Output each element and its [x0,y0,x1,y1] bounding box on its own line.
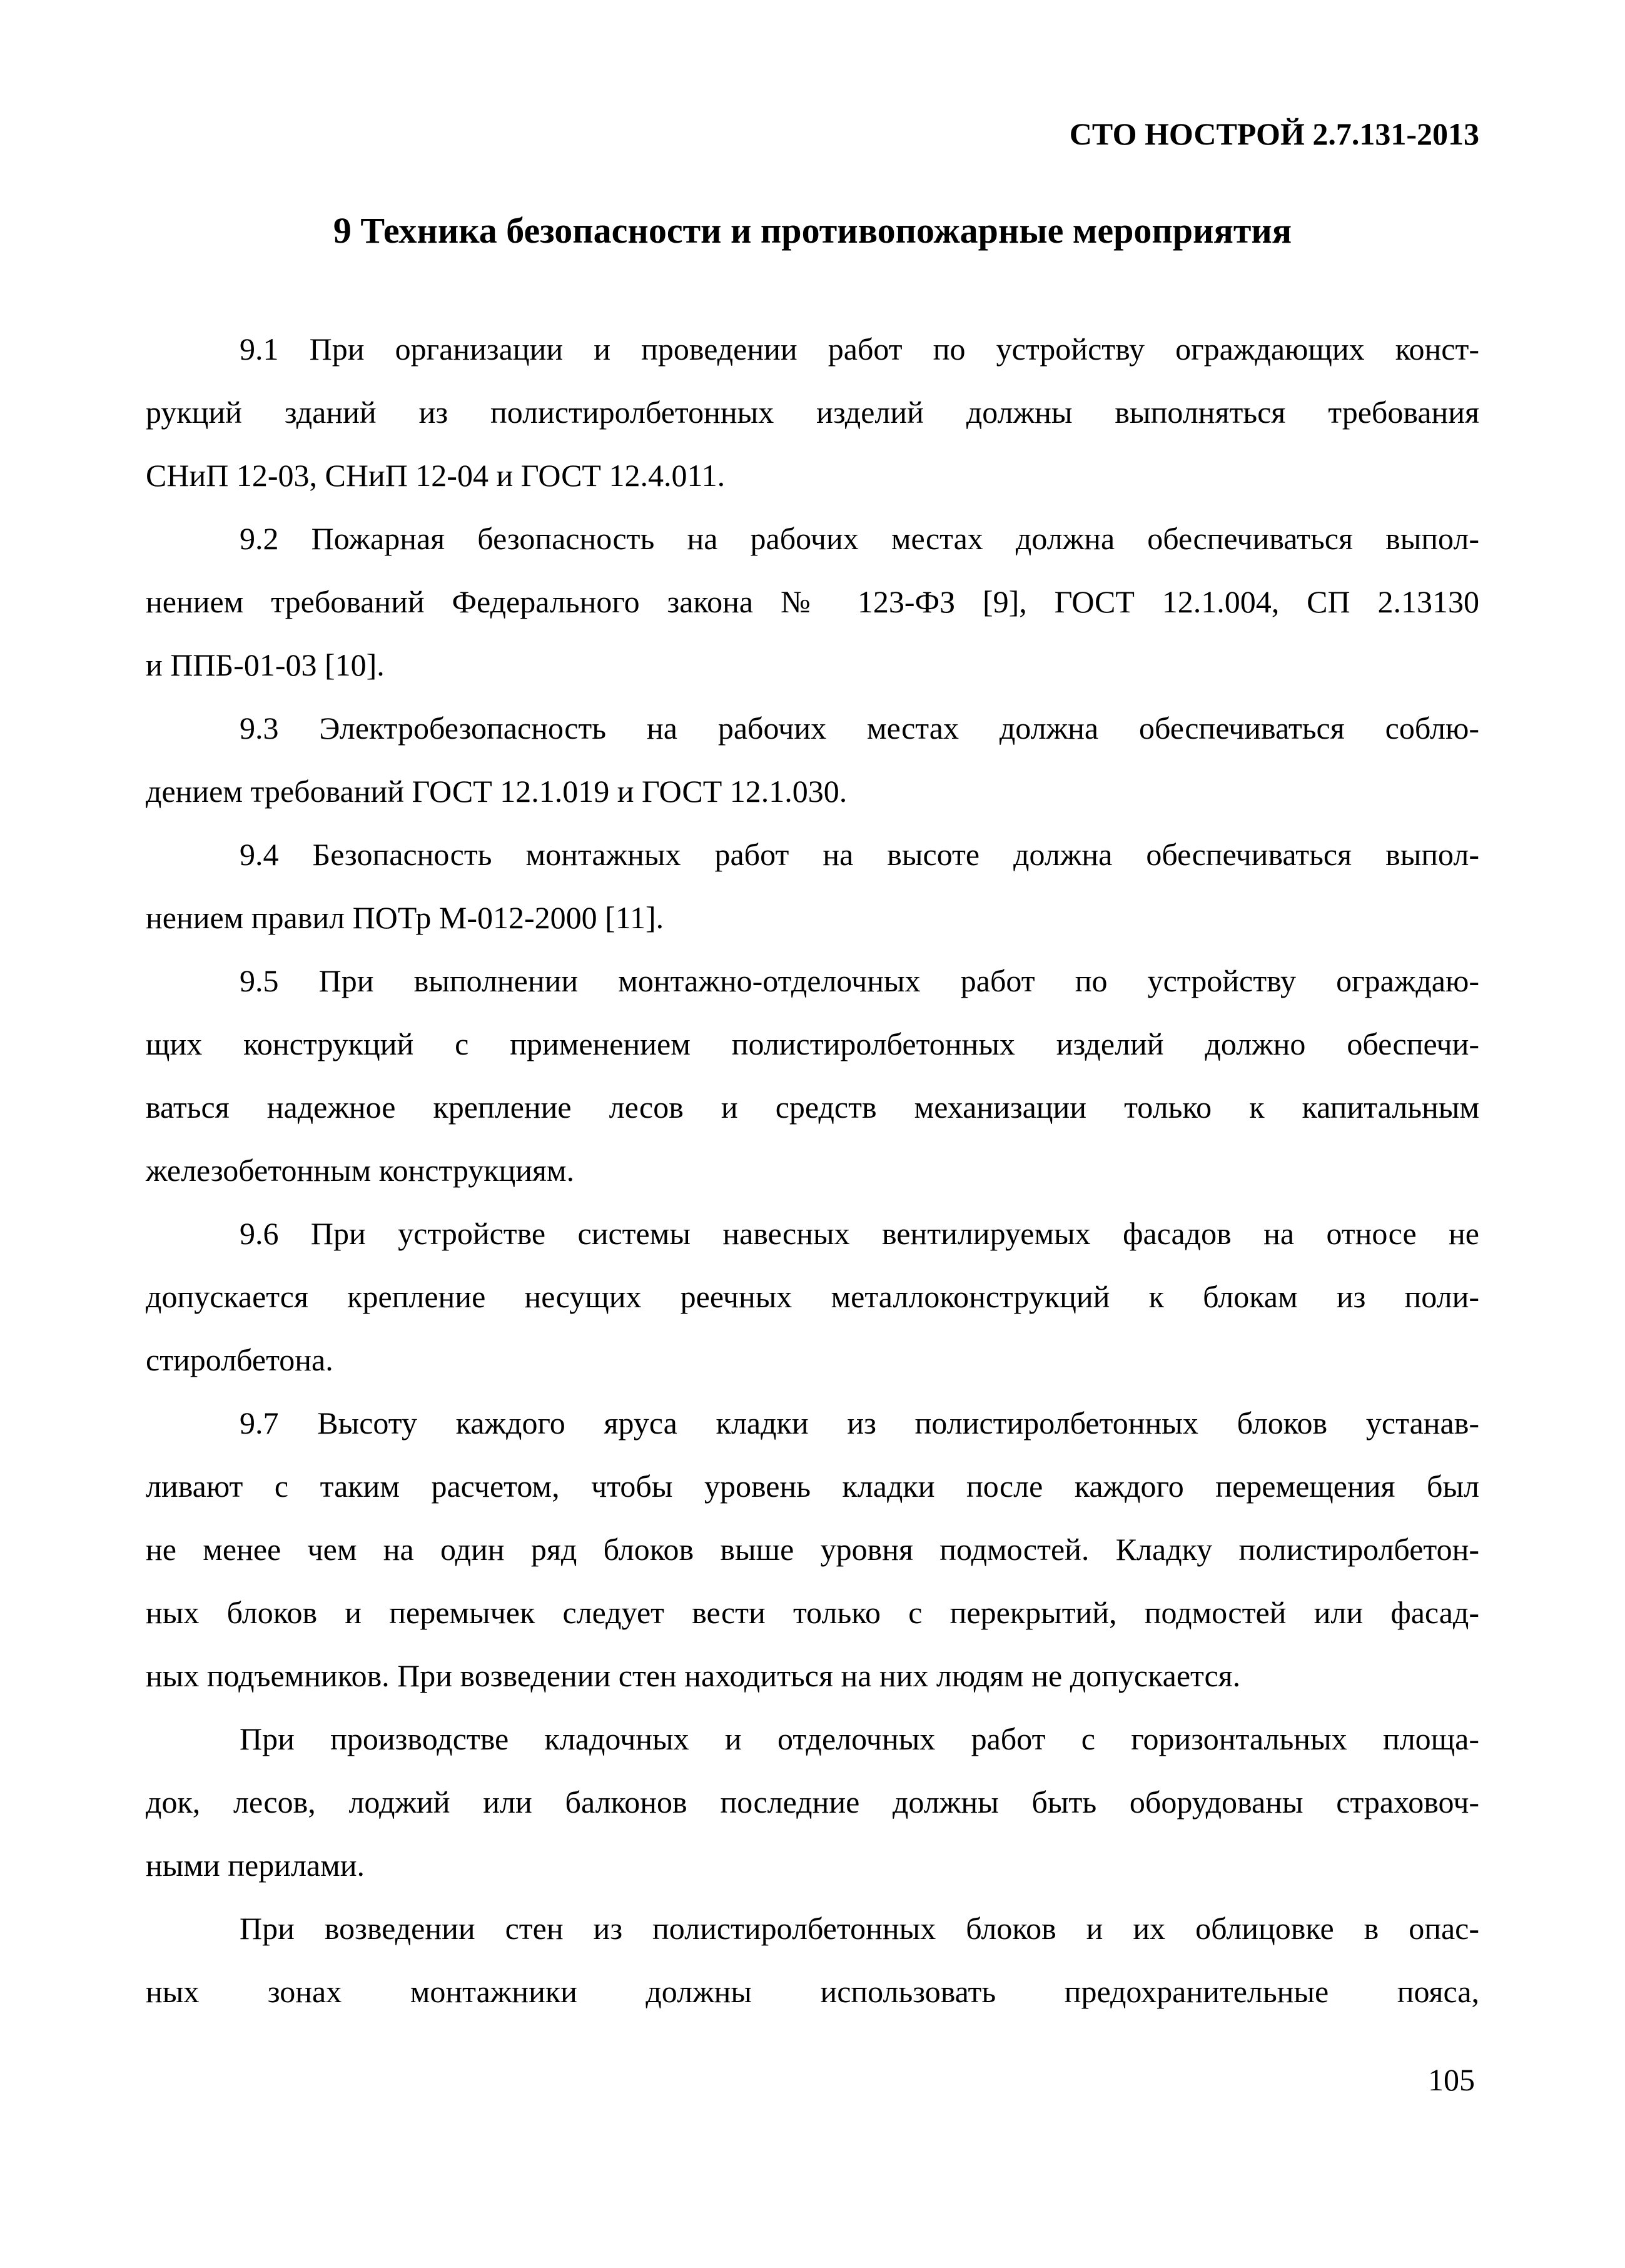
text-line: 9.4 Безопасность монтажных работ на высоте должна обеспечиваться выпол- [240,837,1479,872]
text-line: 9.7 Высоту каждого яруса кладки из полистиролбетонных блоков устанав- [240,1405,1479,1440]
text-line: стиролбетона. [146,1342,333,1377]
text-line: ных блоков и перемычек следует вести только с перекрытий, подмостей или фасад- [146,1595,1479,1630]
paragraph-safety-belts [146,1897,1479,2023]
text-line: рукций зданий из полистиролбетонных изделий должны выполняться требования [146,395,1479,430]
paragraph-9-1 [146,318,1479,507]
text-line: щих конструкций с применением полистиролбетонных изделий должно обеспечи- [146,1026,1479,1061]
text-line: допускается крепление несущих реечных металлоконструкций к блокам из поли- [146,1279,1479,1314]
paragraph-9-2 [146,507,1479,697]
text-line: При возведении стен из полистиролбетонных блоков и их облицовке в опас- [240,1911,1479,1946]
text-line: ных зонах монтажники должны использовать предохранительные пояса, [146,1974,1479,2009]
paragraph-9-3 [146,697,1479,823]
text-line: 9.1 При организации и проведении работ по устройству ограждающих конст- [240,332,1479,367]
paragraph-9-4 [146,823,1479,949]
page-number: 105 [1428,2062,1475,2097]
paragraph-9-5 [146,949,1479,1202]
paragraph-9-6 [146,1202,1479,1392]
text-line: нением правил ПОТр М-012-2000 [11]. [146,900,664,935]
text-line: железобетонным конструкциям. [146,1153,575,1188]
text-line: ных подъемников. При возведении стен находиться на них людям не допускается. [146,1658,1241,1693]
text-line: и ППБ-01-03 [10]. [146,647,385,682]
text-line: При производстве кладочных и отделочных работ с горизонтальных площа- [240,1721,1479,1756]
paragraph-9-7 [146,1392,1479,1708]
text-line: 9.3 Электробезопасность на рабочих местах должна обеспечиваться соблю- [240,711,1479,746]
body-text [146,318,1479,2023]
text-line: ными перилами. [146,1848,365,1883]
text-line: не менее чем на один ряд блоков выше уровня подмостей. Кладку полистиролбетон- [146,1532,1479,1567]
document-code: СТО НОСТРОЙ 2.7.131-2013 [1069,116,1479,151]
text-line: док, лесов, лоджий или балконов последние должны быть оборудованы страховоч- [146,1785,1479,1820]
paragraph-masonry-work [146,1708,1479,1897]
text-line: 9.5 При выполнении монтажно-отделочных работ по устройству ограждаю- [240,963,1479,998]
text-line: ливают с таким расчетом, чтобы уровень кладки после каждого перемещения был [146,1469,1479,1504]
text-line: 9.6 При устройстве системы навесных вентилируемых фасадов на относе не [240,1216,1479,1251]
section-title: 9 Техника безопасности и противопожарные мероприятия [333,210,1292,251]
text-line: ваться надежное крепление лесов и средств механизации только к капитальным [146,1090,1479,1125]
text-line: нением требований Федерального закона № 123-ФЗ [9], ГОСТ 12.1.004, СП 2.13130 [146,584,1479,619]
text-line: 9.2 Пожарная безопасность на рабочих местах должна обеспечиваться выпол- [240,521,1479,556]
text-line: СНиП 12-03, СНиП 12-04 и ГОСТ 12.4.011. [146,458,726,493]
text-line: дением требований ГОСТ 12.1.019 и ГОСТ 12.1.030. [146,774,848,809]
